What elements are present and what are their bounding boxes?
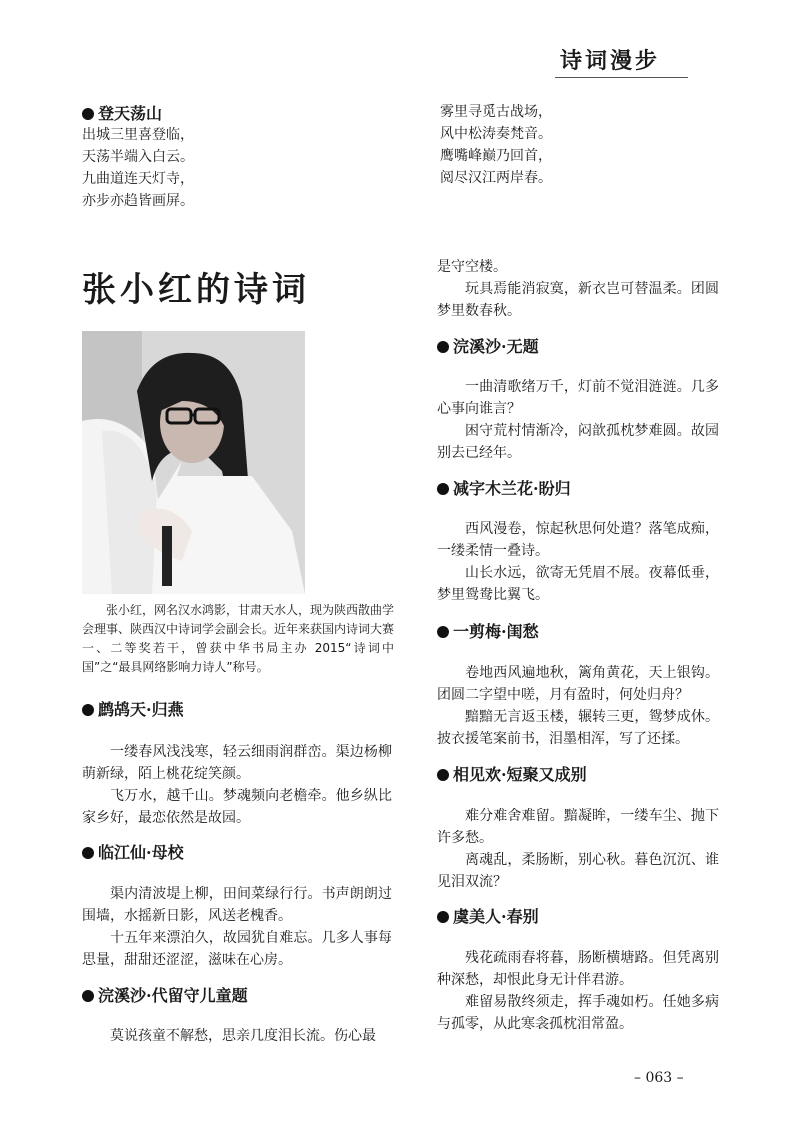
poem-heading — [82, 699, 184, 721]
top-poem-left-lines — [82, 124, 194, 212]
poem-paragraph: 莫说孩童不解愁，思亲几度泪长流。伤心最 — [110, 1028, 376, 1044]
poem-heading — [437, 764, 587, 786]
poem-title: 临江仙·母校 — [98, 843, 184, 862]
poem-body — [437, 518, 719, 606]
poem-heading — [82, 842, 184, 864]
poem-title: 鹧鸪天·归燕 — [98, 700, 184, 719]
bullet-icon — [82, 108, 94, 120]
page-number — [634, 1070, 684, 1086]
poem-line: 九曲道连天灯寺， — [82, 171, 194, 187]
poem-paragraph: 残花疏雨春将暮，肠断横塘路。但凭离别种深愁，却恨此身无计伴君游。 — [437, 950, 719, 988]
bullet-icon — [82, 990, 94, 1002]
poem-line: 阅尽汉江两岸春。 — [440, 170, 552, 186]
poem-paragraph: 卷地西风遍地秋，篱角黄花，天上银钩。团圆二字望中嗟，月有盈时，何处归舟？ — [437, 665, 719, 703]
poem-paragraph: 困守荒村情渐冷，闷歆孤枕梦难圆。故园别去已经年。 — [437, 423, 719, 461]
poem-paragraph: 难分难舍难留。黯凝眸，一缕车尘、抛下许多愁。 — [437, 808, 719, 846]
poem-paragraph: 玩具焉能消寂寞，新衣岂可替温柔。团圆梦里数春秋。 — [437, 281, 719, 319]
poem-body — [437, 662, 719, 750]
poem-title: 登天荡山 — [98, 104, 163, 123]
poem-paragraph: 飞万水，越千山。梦魂频向老檐牵。他乡纵比家乡好，最恋依然是故园。 — [82, 788, 392, 826]
bullet-icon — [437, 626, 449, 638]
page-number-value: 063 — [645, 1070, 673, 1086]
poem-title: 相见欢·短聚又成别 — [453, 765, 587, 784]
poem-paragraph: 渠内清波堤上柳，田间菜绿行行。书声朗朗过围墙，水摇新日影，风送老槐香。 — [82, 886, 392, 924]
page-number-dash: – — [672, 1070, 684, 1086]
poem-line: 鹰嘴峰巅乃回首， — [440, 148, 552, 164]
bullet-icon — [437, 911, 449, 923]
poem-line: 风中松涛奏梵音。 — [440, 126, 552, 142]
poem-line: 雾里寻觅古战场， — [440, 104, 552, 120]
bullet-icon — [437, 483, 449, 495]
bullet-icon — [437, 341, 449, 353]
poem-heading — [437, 478, 571, 500]
poem-paragraph: 一缕春风浅浅寒，轻云细雨润群峦。渠边杨柳萌新绿，陌上桃花绽笑颜。 — [82, 744, 392, 782]
page-number-dash: – — [634, 1070, 646, 1086]
poem-paragraph: 一曲清歌绪万千，灯前不觉泪涟涟。几多心事向谁言？ — [437, 379, 719, 417]
section-title: 诗词漫步 — [560, 48, 661, 74]
article-title: 张小红的诗词 — [82, 270, 310, 310]
bullet-icon — [82, 704, 94, 716]
poem-paragraph: 山长水远，欲寄无凭眉不展。夜幕低垂，梦里鸳鸯比翼飞。 — [437, 565, 719, 603]
poem-continuation — [437, 256, 719, 322]
poem-body — [437, 805, 719, 893]
bullet-icon — [437, 769, 449, 781]
poem-paragraph: 是守空楼。 — [437, 259, 507, 275]
top-poem-heading — [82, 103, 162, 125]
author-photo — [82, 331, 305, 594]
author-bio: 张小红，网名汉水鸿影，甘肃天水人，现为陕西散曲学会理事、陕西汉中诗词学会副会长。近年来获国内诗词大赛一、二等奖若干，曾获中华书局主办 2015“诗词中国”之“最具网络影响力诗人”称号。 — [82, 603, 395, 674]
poem-line: 亦步亦趋皆画屏。 — [82, 193, 194, 209]
poem-heading — [437, 906, 539, 928]
author-portrait-icon — [82, 331, 305, 594]
poem-title: 浣溪沙·代留守儿童题 — [98, 986, 248, 1005]
poem-paragraph: 十五年来漂泊久，故园犹自难忘。几多人事每思量，甜甜还涩涩，滋味在心房。 — [82, 930, 392, 968]
poem-heading — [437, 336, 539, 358]
poem-body — [82, 883, 392, 971]
poem-body — [82, 1025, 392, 1047]
poem-heading — [82, 985, 248, 1007]
poem-title: 一剪梅·闺愁 — [453, 622, 539, 641]
poem-line: 出城三里喜登临， — [82, 127, 194, 143]
poem-paragraph: 黯黯无言返玉楼，辗转三更，鸳梦成休。披衣援笔案前书，泪墨相浑，写了还揉。 — [437, 709, 719, 747]
poem-body — [437, 947, 719, 1035]
poem-body — [437, 376, 719, 464]
poem-paragraph: 难留易散终须走，挥手魂如朽。任她多病与孤零，从此寒衾孤枕泪常盈。 — [437, 994, 719, 1032]
top-poem-right-lines — [440, 101, 552, 189]
poem-paragraph: 西风漫卷，惊起秋思何处遣？落笔成痴，一缕柔情一叠诗。 — [437, 521, 719, 559]
poem-title: 减字木兰花·盼归 — [453, 479, 571, 498]
header-divider — [555, 77, 688, 78]
poem-title: 虞美人·春别 — [453, 907, 539, 926]
bullet-icon — [82, 847, 94, 859]
poem-title: 浣溪沙·无题 — [453, 337, 539, 356]
poem-paragraph: 离魂乱，柔肠断，别心秋。暮色沉沉、谁见泪双流？ — [437, 852, 719, 890]
poem-heading — [437, 621, 539, 643]
poem-line: 天荡半端入白云。 — [82, 149, 194, 165]
poem-body — [82, 741, 392, 829]
